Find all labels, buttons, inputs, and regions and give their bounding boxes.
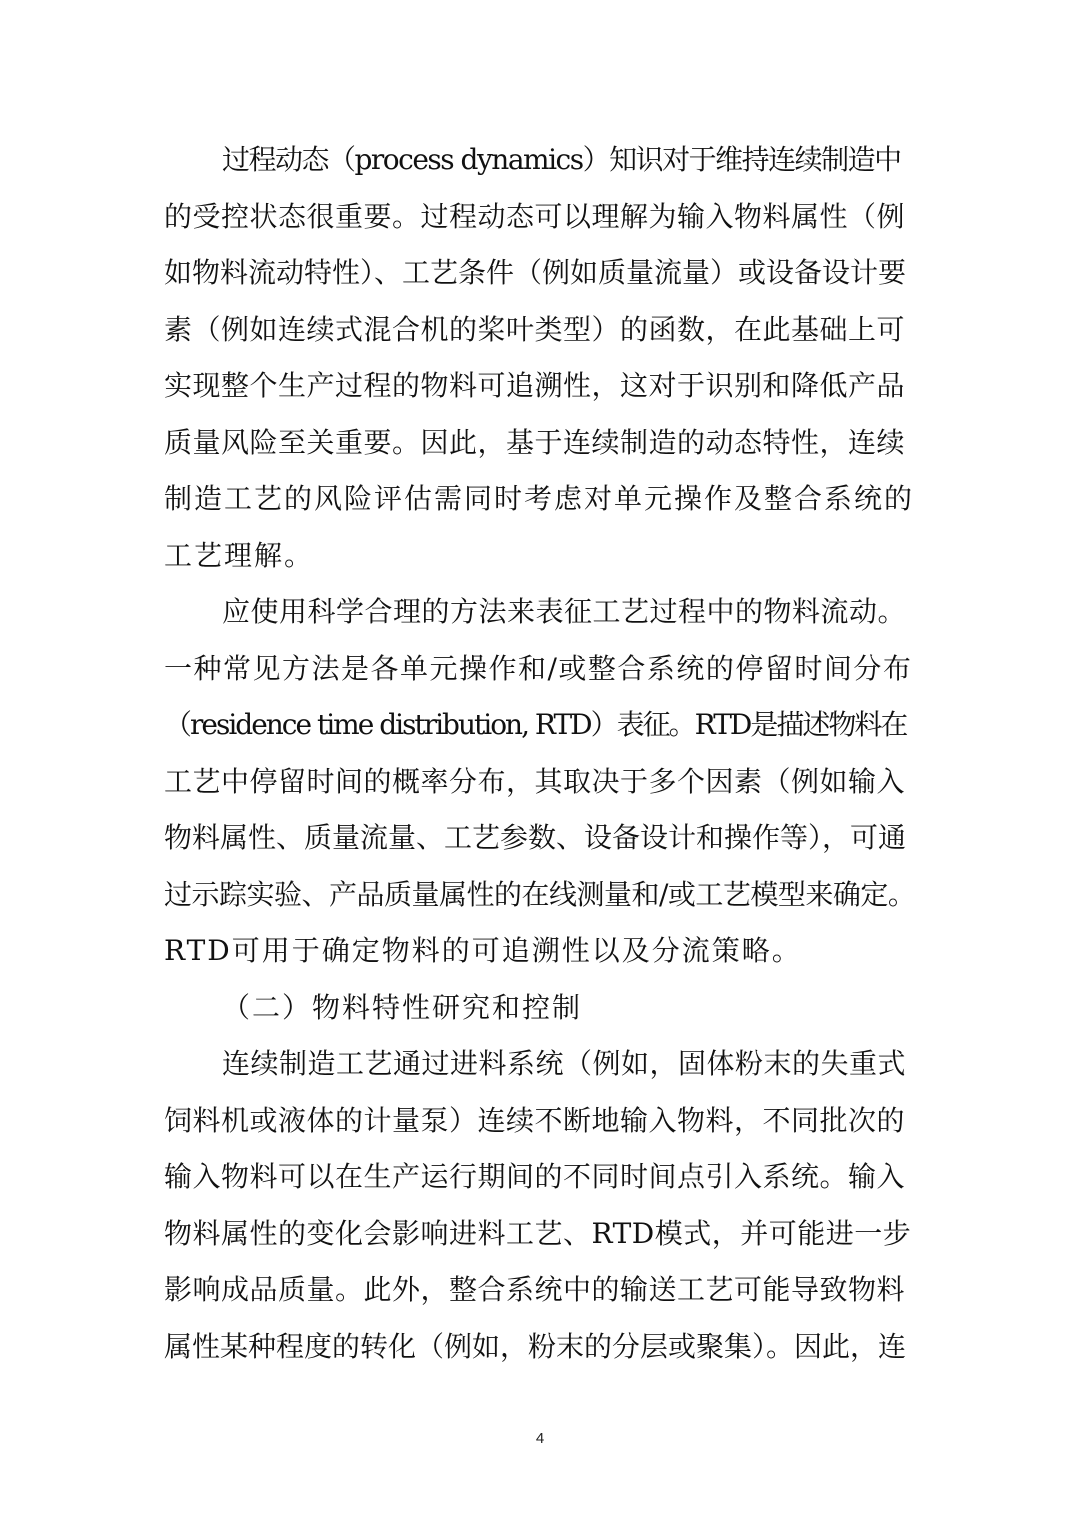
paragraph-2-line-5: 物料属性、质量流量、工艺参数、设备设计和操作等），可通 [164, 821, 907, 854]
paragraph-3-line-3: 输入物料可以在生产运行期间的不同时间点引入系统。输入 [164, 1160, 906, 1193]
paragraph-2-line-4: 工艺中停留时间的概率分布，其取决于多个因素（例如输入 [164, 765, 906, 798]
paragraph-1-line-8: 工艺理解。 [164, 539, 315, 572]
paragraph-3-line-1: 连续制造工艺通过进料系统（例如，固体粉末的失重式 [222, 1047, 907, 1080]
paragraph-2-line-3: （residence time distribution, RTD）表征。RTD是描述物料在 [164, 708, 907, 741]
paragraph-2-line-1: 应使用科学合理的方法来表征工艺过程中的物料流动。 [222, 595, 907, 628]
paragraph-1-line-4: 素（例如连续式混合机的桨叶类型）的函数，在此基础上可 [164, 313, 906, 346]
paragraph-1-line-3: 如物料流动特性）、工艺条件（例如质量流量）或设备设计要 [164, 256, 907, 289]
paragraph-1-line-2: 的受控状态很重要。过程动态可以理解为输入物料属性（例 [164, 200, 906, 233]
paragraph-1-line-5: 实现整个生产过程的物料可追溯性，这对于识别和降低产品 [164, 369, 906, 402]
paragraph-1-line-6: 质量风险至关重要。因此，基于连续制造的动态特性，连续 [164, 426, 906, 459]
paragraph-3-line-2: 饲料机或液体的计量泵）连续不断地输入物料，不同批次的 [164, 1104, 906, 1137]
paragraph-2-line-2: 一种常见方法是各单元操作和/或整合系统的停留时间分布 [164, 652, 913, 685]
paragraph-1-line-1: 过程动态（process dynamics）知识对于维持连续制造中 [222, 143, 901, 176]
paragraph-3-line-5: 影响成品质量。此外，整合系统中的输送工艺可能导致物料 [164, 1273, 906, 1306]
paragraph-3-line-6: 属性某种程度的转化（例如，粉末的分层或聚集）。因此，连 [164, 1330, 907, 1363]
paragraph-1-line-7: 制造工艺的风险评估需同时考虑对单元操作及整合系统的 [164, 482, 915, 515]
paragraph-2-line-6: 过示踪实验、产品质量属性的在线测量和/或工艺模型来确定。 [164, 878, 916, 911]
paragraph-2-line-7: RTD可用于确定物料的可追溯性以及分流策略。 [164, 934, 802, 967]
section-heading: （二）物料特性研究和控制 [222, 991, 583, 1024]
paragraph-3-line-4: 物料属性的变化会影响进料工艺、RTD模式，并可能进一步 [164, 1217, 912, 1250]
page-number: 4 [535, 1430, 545, 1447]
